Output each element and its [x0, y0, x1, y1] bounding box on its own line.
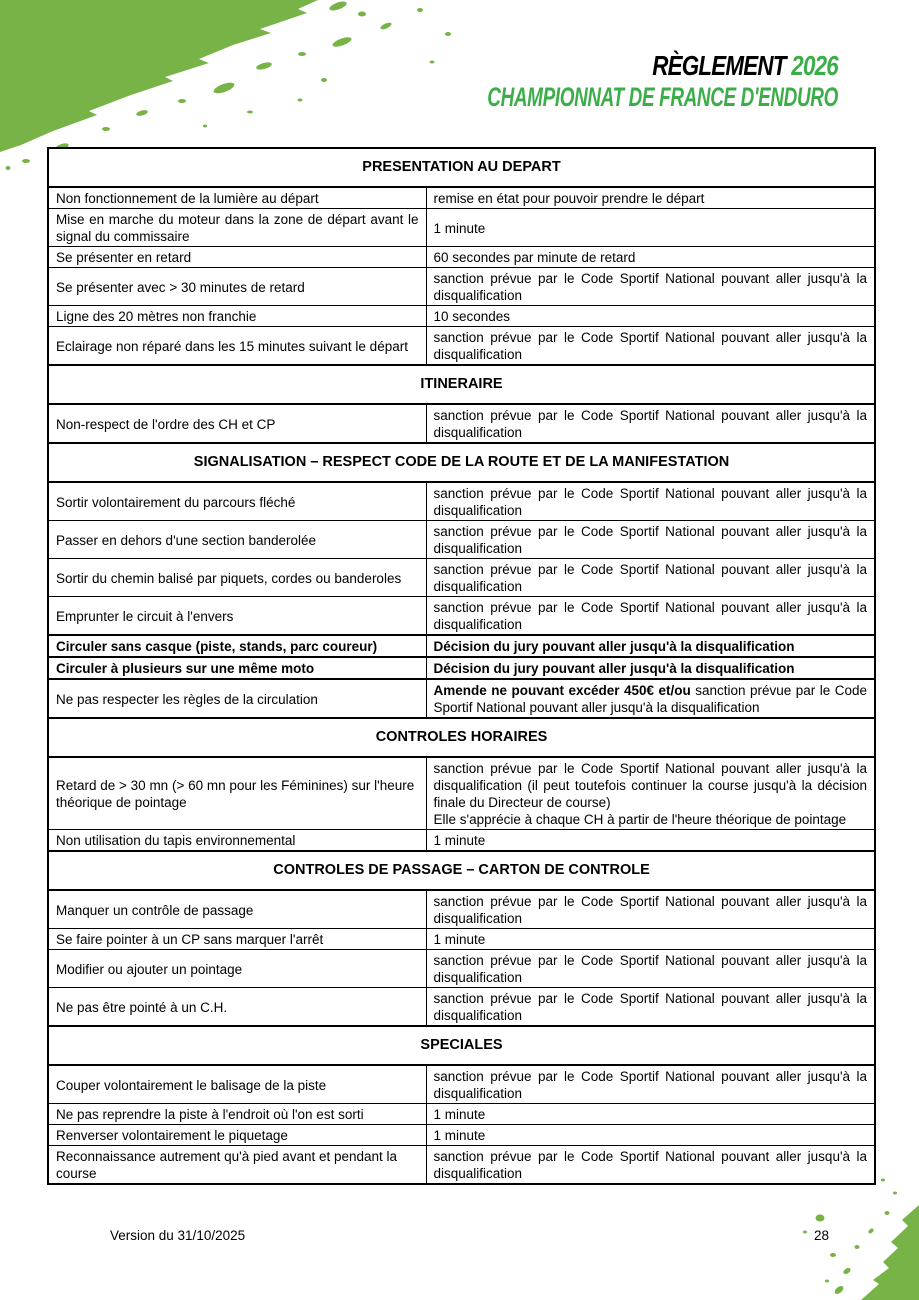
- infraction-cell: Renverser volontairement le piquetage: [48, 1125, 426, 1146]
- sanction-cell: sanction prévue par le Code Sportif National pouvant aller jusqu'à la disqualification (il peut toutefois continuer la course jusqu'à la décision finale du Directeur de course) Elle s'apprécie à chaque CH à partir de l'heure théorique de pointage: [426, 757, 875, 830]
- table-row: [48, 559, 875, 597]
- infraction-cell: Mise en marche du moteur dans la zone de départ avant le signal du commissaire: [48, 209, 426, 247]
- infraction-cell: Couper volontairement le balisage de la piste: [48, 1065, 426, 1104]
- table-row: [48, 635, 875, 657]
- infraction-cell: Retard de > 30 mn (> 60 mn pour les Féminines) sur l'heure théorique de pointage: [48, 757, 426, 830]
- infraction-cell: Circuler sans casque (piste, stands, parc coureur): [48, 635, 426, 657]
- table-row: [48, 1065, 875, 1104]
- table-row: [48, 327, 875, 366]
- section-title: ITINERAIRE: [48, 365, 875, 404]
- table-row: [48, 521, 875, 559]
- infraction-cell: Passer en dehors d'une section banderolée: [48, 521, 426, 559]
- table-row: [48, 306, 875, 327]
- section-title: SPECIALES: [48, 1026, 875, 1065]
- section-row: [48, 148, 875, 187]
- infraction-cell: Ne pas respecter les règles de la circulation: [48, 679, 426, 718]
- table-row: [48, 757, 875, 830]
- sanction-cell: Amende ne pouvant excéder 450€ et/ou sanction prévue par le Code Sportif National pouvant aller jusqu'à la disqualification: [426, 679, 875, 718]
- infraction-cell: Manquer un contrôle de passage: [48, 890, 426, 929]
- section-title: PRESENTATION AU DEPART: [48, 148, 875, 187]
- infraction-cell: Non-respect de l'ordre des CH et CP: [48, 404, 426, 443]
- infraction-cell: Non fonctionnement de la lumière au départ: [48, 187, 426, 209]
- section-title: CONTROLES DE PASSAGE – CARTON DE CONTROLE: [48, 851, 875, 890]
- infraction-cell: Emprunter le circuit à l'envers: [48, 597, 426, 636]
- sanction-cell: sanction prévue par le Code Sportif National pouvant aller jusqu'à la disqualification: [426, 559, 875, 597]
- table-row: [48, 187, 875, 209]
- infraction-cell: Se faire pointer à un CP sans marquer l'arrêt: [48, 929, 426, 950]
- infraction-cell: Sortir du chemin balisé par piquets, cordes ou banderoles: [48, 559, 426, 597]
- sanction-cell: 10 secondes: [426, 306, 875, 327]
- sanction-cell: remise en état pour pouvoir prendre le départ: [426, 187, 875, 209]
- infraction-cell: Reconnaissance autrement qu'à pied avant et pendant la course: [48, 1146, 426, 1185]
- table-row: [48, 1146, 875, 1185]
- table-row: [48, 404, 875, 443]
- table-row: [48, 209, 875, 247]
- table-row: [48, 597, 875, 636]
- infraction-cell: Circuler à plusieurs sur une même moto: [48, 657, 426, 679]
- infraction-cell: Se présenter avec > 30 minutes de retard: [48, 268, 426, 306]
- table-row: [48, 247, 875, 268]
- sanction-cell: sanction prévue par le Code Sportif National pouvant aller jusqu'à la disqualification: [426, 890, 875, 929]
- infraction-cell: Ne pas reprendre la piste à l'endroit où l'on est sorti: [48, 1104, 426, 1125]
- logo-reglement-line: [437, 52, 838, 80]
- infraction-cell: Sortir volontairement du parcours fléché: [48, 482, 426, 521]
- infraction-cell: Modifier ou ajouter un pointage: [48, 950, 426, 988]
- logo-championnat-text: CHAMPIONNAT DE FRANCE D'ENDURO: [487, 82, 838, 112]
- sanction-cell: sanction prévue par le Code Sportif National pouvant aller jusqu'à la disqualification: [426, 988, 875, 1027]
- infraction-cell: Se présenter en retard: [48, 247, 426, 268]
- sanction-cell: sanction prévue par le Code Sportif National pouvant aller jusqu'à la disqualification: [426, 268, 875, 306]
- footer-version-text: Version du 31/10/2025: [110, 1228, 246, 1243]
- table-row: [48, 482, 875, 521]
- section-row: [48, 851, 875, 890]
- infraction-cell: Eclairage non réparé dans les 15 minutes suivant le départ: [48, 327, 426, 366]
- section-row: [48, 718, 875, 757]
- sanction-cell: 60 secondes par minute de retard: [426, 247, 875, 268]
- header-logo: [337, 52, 838, 111]
- table-row: [48, 830, 875, 852]
- table-row: [48, 890, 875, 929]
- table-row: [48, 950, 875, 988]
- table-row: [48, 988, 875, 1027]
- sanction-cell: sanction prévue par le Code Sportif National pouvant aller jusqu'à la disqualification: [426, 521, 875, 559]
- section-title: CONTROLES HORAIRES: [48, 718, 875, 757]
- infraction-cell: Ligne des 20 mètres non franchie: [48, 306, 426, 327]
- sanction-cell: 1 minute: [426, 1125, 875, 1146]
- section-row: [48, 365, 875, 404]
- sanction-cell: sanction prévue par le Code Sportif National pouvant aller jusqu'à la disqualification: [426, 1065, 875, 1104]
- footer-page-number: 28: [814, 1228, 830, 1243]
- section-title: SIGNALISATION – RESPECT CODE DE LA ROUTE ET DE LA MANIFESTATION: [48, 443, 875, 482]
- sanction-cell: 1 minute: [426, 929, 875, 950]
- logo-reglement-text: RÈGLEMENT: [652, 50, 786, 81]
- table-row: [48, 268, 875, 306]
- table-row: [48, 1125, 875, 1146]
- table-row: [48, 657, 875, 679]
- sanction-cell: sanction prévue par le Code Sportif National pouvant aller jusqu'à la disqualification: [426, 597, 875, 636]
- section-row: [48, 1026, 875, 1065]
- sanction-cell: Décision du jury pouvant aller jusqu'à la disqualification: [426, 635, 875, 657]
- sanction-cell: sanction prévue par le Code Sportif National pouvant aller jusqu'à la disqualification: [426, 404, 875, 443]
- sanction-bold-prefix: Amende ne pouvant excéder 450€ et/ou: [433, 683, 696, 698]
- infraction-cell: Non utilisation du tapis environnemental: [48, 830, 426, 852]
- sanctions-table: [47, 147, 876, 1185]
- table-row: [48, 929, 875, 950]
- infraction-cell: Ne pas être pointé à un C.H.: [48, 988, 426, 1027]
- section-row: [48, 443, 875, 482]
- sanction-second-paragraph: Elle s'apprécie à chaque CH à partir de l'heure théorique de pointage: [433, 812, 847, 827]
- sanction-cell: Décision du jury pouvant aller jusqu'à la disqualification: [426, 657, 875, 679]
- sanction-cell: sanction prévue par le Code Sportif National pouvant aller jusqu'à la disqualification: [426, 1146, 875, 1185]
- sanction-cell: 1 minute: [426, 830, 875, 852]
- sanction-cell: 1 minute: [426, 209, 875, 247]
- sanction-cell: sanction prévue par le Code Sportif National pouvant aller jusqu'à la disqualification: [426, 482, 875, 521]
- sanction-cell: 1 minute: [426, 1104, 875, 1125]
- sanction-cell: sanction prévue par le Code Sportif National pouvant aller jusqu'à la disqualification: [426, 327, 875, 366]
- table-row: [48, 1104, 875, 1125]
- sanction-cell: sanction prévue par le Code Sportif National pouvant aller jusqu'à la disqualification: [426, 950, 875, 988]
- logo-year-text: 2026: [791, 50, 838, 81]
- table-row: [48, 679, 875, 718]
